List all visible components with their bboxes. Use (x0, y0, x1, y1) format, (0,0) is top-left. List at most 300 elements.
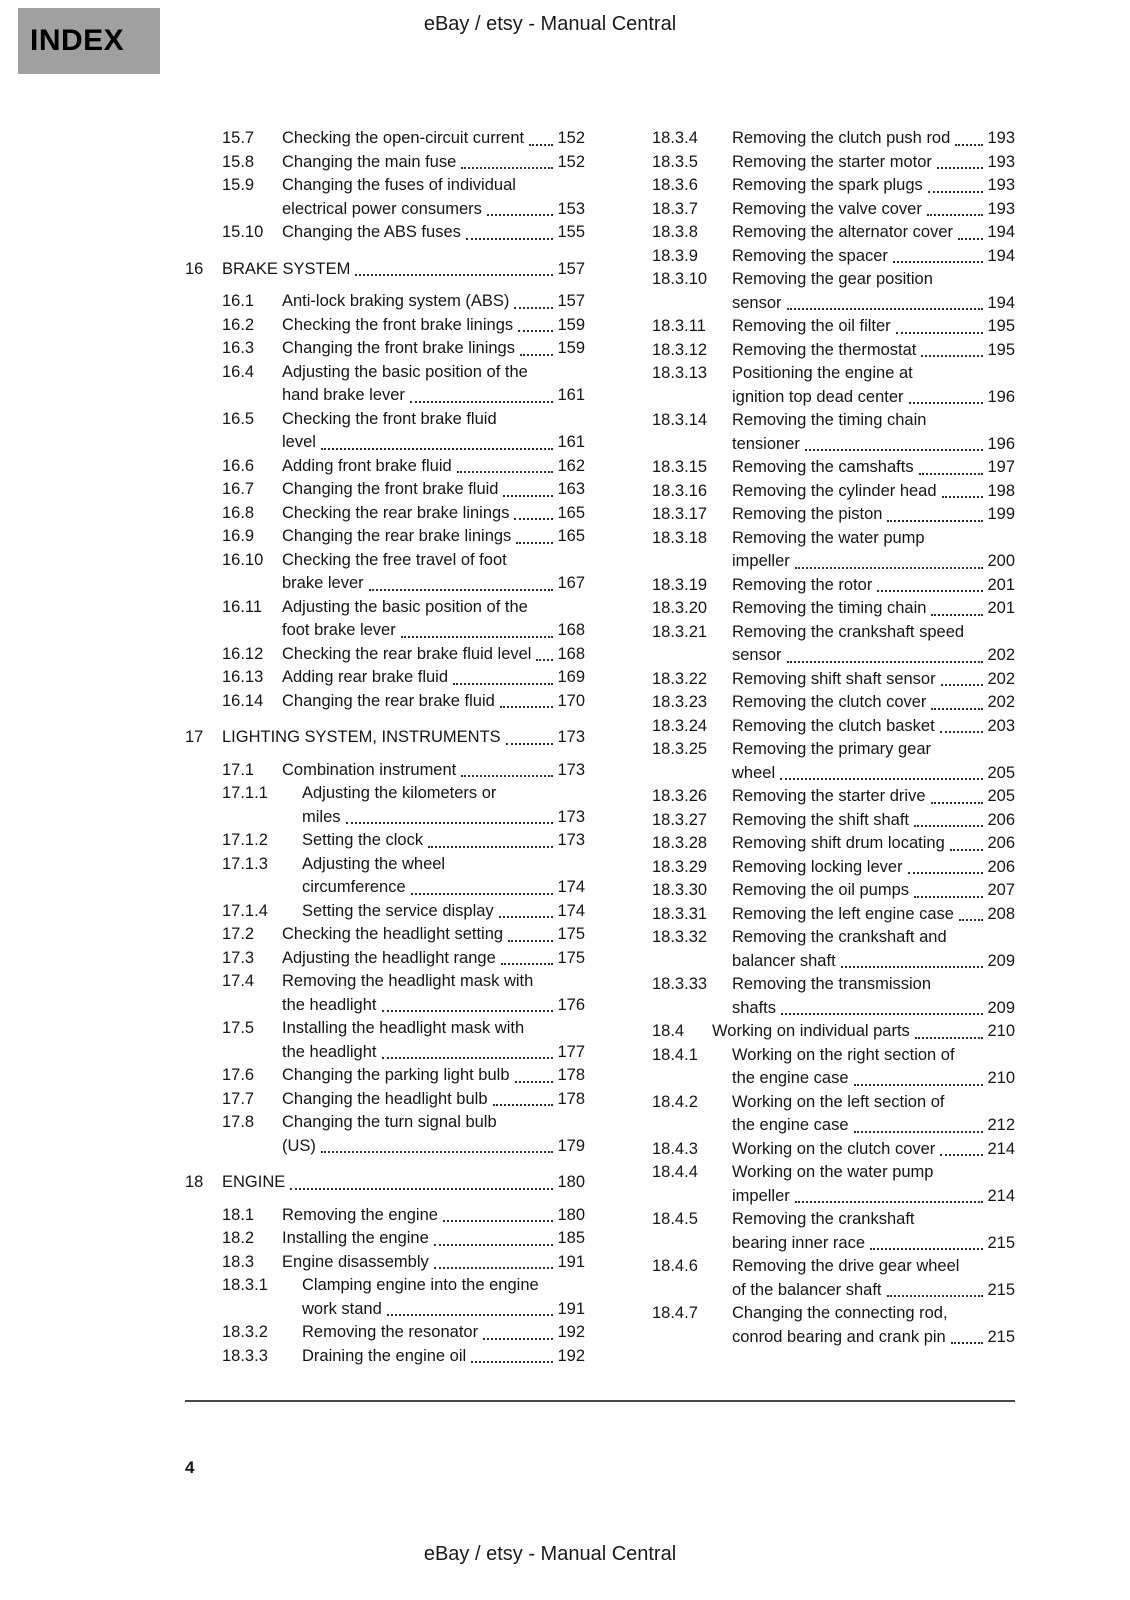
toc-entry-line (732, 127, 1015, 151)
page-number: 4 (185, 1458, 195, 1477)
leader-dots (931, 785, 984, 804)
toc-entry-title: brake lever (282, 574, 364, 592)
toc-entry-number: 18.3.22 (652, 669, 708, 688)
toc-entry-body (712, 1020, 1015, 1044)
toc-entry-body (282, 643, 585, 667)
toc-entry-line (282, 1041, 585, 1065)
toc-entry-line (732, 668, 1015, 692)
toc-entry-title: tensioner (732, 434, 800, 453)
toc-entry-number: 18.4.1 (652, 1045, 698, 1064)
toc-entry-page: 161 (557, 433, 585, 451)
toc-entry-number: 15.7 (222, 129, 255, 147)
toc-entry (222, 900, 585, 924)
toc-entry-line (282, 619, 585, 643)
toc-entry-line (282, 1017, 585, 1041)
leader-dots (471, 1345, 553, 1364)
leader-dots (909, 386, 984, 405)
toc-entry-number: 17.4 (222, 972, 255, 990)
toc-entry-number: 17.7 (222, 1089, 255, 1108)
toc-entry-line (732, 785, 1015, 809)
toc-entry-body (282, 361, 585, 408)
toc-entry-title: Adjusting the basic position of the (282, 362, 528, 381)
toc-entry (652, 668, 1015, 692)
toc-entry-number: 18.3.5 (652, 152, 698, 171)
toc-entry-title: Combination instrument (282, 760, 457, 779)
toc-entry-title: Setting the service display (302, 901, 494, 920)
toc-entry (652, 1091, 1015, 1138)
toc-entry-number: 17 (185, 728, 204, 746)
toc-entry-page: 215 (987, 1327, 1015, 1346)
toc-entry-line (732, 198, 1015, 222)
toc-entry-line (282, 337, 585, 361)
toc-entry (222, 525, 585, 549)
toc-entry (222, 502, 585, 526)
leader-dots (461, 151, 553, 170)
toc-entry-title: (US) (282, 1136, 316, 1155)
toc-entry-title: ignition top dead center (732, 387, 904, 406)
toc-entry-page: 195 (987, 340, 1015, 359)
toc-entry-page: 176 (557, 995, 585, 1014)
toc-entry-number: 17.2 (222, 925, 255, 943)
leader-dots (518, 314, 553, 333)
toc-entry-line (732, 856, 1015, 880)
toc-entry-title: ENGINE (222, 1173, 286, 1191)
toc-entry (185, 726, 585, 750)
toc-entry-page: 206 (987, 857, 1015, 876)
leader-dots (466, 221, 554, 240)
toc-entry-line (732, 409, 1015, 433)
table-of-contents (185, 127, 1015, 1368)
toc-entry-page: 178 (557, 1066, 585, 1084)
toc-entry-body (282, 174, 585, 221)
toc-entry-number: 18.3.16 (652, 481, 708, 500)
toc-entry-number: 16.11 (222, 597, 263, 616)
leader-dots (854, 1114, 984, 1133)
toc-entry-line (282, 1227, 585, 1251)
toc-entry-page: 212 (987, 1116, 1015, 1134)
toc-entry-body (282, 408, 585, 455)
toc-entry-page: 173 (557, 760, 585, 779)
toc-entry-title: hand brake lever (282, 386, 405, 404)
toc-entry-line (732, 221, 1015, 245)
toc-entry-line (302, 853, 585, 877)
toc-entry-number: 18.3.28 (652, 834, 708, 852)
toc-entry-number: 18.3.29 (652, 857, 708, 876)
toc-entry (222, 1204, 585, 1228)
toc-entry-line (282, 690, 585, 714)
leader-dots (461, 759, 553, 778)
toc-entry-title: the engine case (732, 1069, 849, 1087)
toc-entry-page: 175 (557, 925, 585, 943)
toc-entry (222, 549, 585, 596)
toc-entry-body (282, 596, 585, 643)
toc-entry-title: of the balancer shaft (732, 1280, 882, 1299)
toc-entry-line (732, 151, 1015, 175)
toc-entry-line (732, 174, 1015, 198)
toc-entry-line (222, 258, 585, 282)
toc-entry-number: 18.3.1 (222, 1276, 268, 1294)
toc-entry-number: 15.9 (222, 176, 255, 194)
toc-entry-line (302, 1298, 585, 1322)
footer-divider (185, 1400, 1015, 1402)
toc-entry-body (282, 314, 585, 338)
toc-entry (222, 853, 585, 900)
leader-dots (787, 644, 984, 663)
toc-entry (222, 666, 585, 690)
toc-entry-line (282, 1088, 585, 1112)
toc-entry-line (282, 174, 585, 198)
toc-entry-number: 17.3 (222, 948, 255, 967)
toc-entry-body (282, 290, 585, 314)
toc-entry-title: Changing the fuses of individual (282, 176, 516, 194)
leader-dots (927, 198, 984, 217)
toc-entry-title: Working on the left section of (732, 1092, 945, 1111)
toc-entry (652, 597, 1015, 621)
toc-entry-page: 197 (987, 458, 1015, 476)
toc-entry-number: 16.3 (222, 339, 255, 357)
toc-entry-body (732, 1044, 1015, 1091)
toc-entry-title: Adjusting the wheel (302, 854, 446, 873)
toc-entry-number: 18.2 (222, 1229, 255, 1247)
toc-entry-number: 18.3.20 (652, 599, 708, 617)
toc-entry-number: 18.3.3 (222, 1346, 268, 1365)
toc-entry-body (732, 1302, 1015, 1349)
toc-entry-title: Working on the right section of (732, 1045, 955, 1064)
toc-entry-title: Checking the free travel of foot (282, 550, 507, 569)
toc-entry-line (732, 386, 1015, 410)
toc-entry-page: 185 (557, 1229, 585, 1247)
toc-entry-title: conrod bearing and crank pin (732, 1327, 946, 1346)
toc-entry-title: Removing the spacer (732, 246, 888, 265)
toc-entry-number: 18.4.3 (652, 1139, 698, 1158)
toc-entry (222, 337, 585, 361)
toc-entry-page: 178 (557, 1089, 585, 1108)
toc-entry-title: Checking the headlight setting (282, 925, 504, 943)
toc-entry (185, 1171, 585, 1195)
toc-entry (222, 643, 585, 667)
toc-entry-line (732, 879, 1015, 903)
toc-entry-body (282, 1111, 585, 1158)
toc-entry-line (732, 809, 1015, 833)
leader-dots (499, 900, 554, 919)
toc-entry (652, 221, 1015, 245)
toc-entry-number: 18.3.31 (652, 904, 708, 923)
toc-entry (222, 947, 585, 971)
toc-entry-title: Changing the headlight bulb (282, 1089, 488, 1108)
toc-entry (652, 503, 1015, 527)
toc-entry-title: impeller (732, 1186, 790, 1205)
toc-entry-number: 18.4.4 (652, 1163, 698, 1181)
toc-entry-body (732, 151, 1015, 175)
toc-entry-number: 17.5 (222, 1019, 255, 1037)
toc-entry (652, 315, 1015, 339)
toc-entry-number: 16.1 (222, 292, 255, 310)
toc-entry (652, 574, 1015, 598)
toc-entry-line (302, 1345, 585, 1369)
leader-dots (487, 198, 554, 217)
toc-entry-number: 18.3.18 (652, 528, 708, 547)
toc-entry (222, 1064, 585, 1088)
toc-entry-title: the engine case (732, 1116, 849, 1134)
toc-entry-number: 18 (185, 1173, 204, 1191)
toc-entry-line (302, 806, 585, 830)
toc-entry-line (302, 829, 585, 853)
leader-dots (795, 1185, 984, 1204)
toc-entry-line (732, 1185, 1015, 1209)
toc-entry-title: Removing the valve cover (732, 199, 922, 218)
toc-entry-body (732, 268, 1015, 315)
toc-entry-line (732, 1232, 1015, 1256)
toc-entry-line (712, 1020, 1015, 1044)
leader-dots (958, 221, 983, 240)
toc-entry (222, 408, 585, 455)
toc-entry-line (732, 503, 1015, 527)
toc-entry-page: 168 (557, 644, 585, 663)
toc-entry-title: electrical power consumers (282, 199, 482, 218)
toc-entry-page: 201 (987, 599, 1015, 617)
toc-entry-title: Engine disassembly (282, 1252, 429, 1271)
toc-entry (652, 198, 1015, 222)
toc-entry-title: Removing the primary gear (732, 740, 931, 758)
toc-entry (652, 856, 1015, 880)
toc-entry-number: 17.1.2 (222, 831, 268, 849)
toc-entry-page: 203 (987, 716, 1015, 735)
toc-entry-page: 202 (987, 669, 1015, 688)
toc-entry-line (282, 408, 585, 432)
toc-entry (222, 314, 585, 338)
toc-entry-title: sensor (732, 646, 782, 664)
toc-entry-number: 18.3.9 (652, 246, 698, 265)
toc-entry-body (732, 315, 1015, 339)
toc-entry-title: Anti-lock braking system (ABS) (282, 292, 510, 310)
toc-entry-title: circumference (302, 878, 406, 896)
toc-entry (652, 1161, 1015, 1208)
leader-dots (795, 550, 984, 569)
toc-entry-number: 18.3.7 (652, 199, 698, 218)
toc-entry-body (732, 668, 1015, 692)
toc-entry-title: miles (302, 807, 341, 826)
leader-dots (928, 174, 984, 193)
leader-dots (382, 1041, 554, 1060)
footer-title: eBay / etsy - Manual Central (423, 1543, 677, 1565)
toc-entry-body (732, 1161, 1015, 1208)
toc-entry-page: 209 (987, 951, 1015, 970)
toc-entry-body (302, 782, 585, 829)
toc-entry-body (302, 1345, 585, 1369)
leader-dots (483, 1321, 553, 1340)
toc-entry-number: 18.4 (652, 1022, 685, 1040)
toc-entry-number: 18.3.33 (652, 975, 708, 993)
toc-entry-line (732, 715, 1015, 739)
toc-entry-number: 17.1.4 (222, 901, 268, 920)
toc-entry (652, 1138, 1015, 1162)
toc-entry-body (282, 455, 585, 479)
toc-entry-title: Removing the crankshaft speed (732, 622, 965, 641)
toc-entry (652, 973, 1015, 1020)
toc-entry-line (732, 950, 1015, 974)
toc-entry-line (282, 431, 585, 455)
toc-entry-body (732, 409, 1015, 456)
toc-entry-line (732, 245, 1015, 269)
toc-entry-page: 210 (987, 1069, 1015, 1087)
toc-entry-title: Removing the thermostat (732, 340, 917, 359)
toc-column-left (185, 127, 585, 1368)
toc-entry-page: 194 (987, 293, 1015, 312)
leader-dots (321, 431, 554, 450)
leader-dots (914, 879, 983, 898)
toc-entry-title: bearing inner race (732, 1233, 865, 1252)
toc-entry-page: 207 (987, 881, 1015, 899)
toc-entry-line (282, 970, 585, 994)
toc-entry-title: Removing the drive gear wheel (732, 1257, 960, 1275)
toc-entry (652, 480, 1015, 504)
toc-entry-body (732, 127, 1015, 151)
leader-dots (529, 127, 553, 146)
toc-entry-page: 196 (987, 387, 1015, 406)
toc-entry (222, 596, 585, 643)
toc-entry-page: 152 (557, 129, 585, 147)
leader-dots (950, 832, 984, 851)
toc-entry-number: 16.12 (222, 644, 264, 663)
leader-dots (841, 950, 984, 969)
toc-entry-line (732, 997, 1015, 1021)
toc-entry-page: 206 (987, 810, 1015, 829)
toc-entry-title: sensor (732, 293, 782, 312)
toc-entry-body (732, 903, 1015, 927)
toc-entry-title: Removing the water pump (732, 528, 925, 547)
toc-entry-title: Changing the connecting rod, (732, 1304, 948, 1322)
toc-entry (222, 455, 585, 479)
toc-entry-number: 16.9 (222, 527, 255, 545)
toc-entry (222, 221, 585, 245)
leader-dots (500, 690, 554, 709)
leader-dots (908, 856, 984, 875)
toc-entry-page: 198 (987, 481, 1015, 500)
toc-entry-line (282, 151, 585, 175)
toc-entry-body (732, 480, 1015, 504)
toc-entry-line (732, 339, 1015, 363)
toc-entry-line (732, 1302, 1015, 1326)
toc-entry-line (282, 1064, 585, 1088)
toc-entry-line (282, 947, 585, 971)
leader-dots (896, 315, 984, 334)
toc-entry-title: Changing the turn signal bulb (282, 1113, 497, 1131)
toc-entry-number: 18.1 (222, 1205, 255, 1224)
leader-dots (780, 762, 983, 781)
toc-entry-page: 165 (557, 503, 585, 522)
toc-entry-line (282, 596, 585, 620)
toc-entry-number: 18.3.25 (652, 740, 708, 758)
toc-entry-page: 201 (987, 575, 1015, 594)
toc-entry-page: 209 (987, 998, 1015, 1017)
toc-entry (222, 1227, 585, 1251)
toc-entry-number: 18.4.2 (652, 1092, 698, 1111)
toc-entry-line (732, 1161, 1015, 1185)
toc-entry-body (222, 258, 585, 282)
toc-entry-line (282, 221, 585, 245)
toc-entry-body (282, 1017, 585, 1064)
leader-dots (506, 726, 554, 745)
toc-entry-number: 17.1 (222, 760, 255, 779)
toc-entry-title: Positioning the engine at (732, 364, 913, 382)
toc-entry (222, 290, 585, 314)
toc-entry (652, 691, 1015, 715)
toc-entry-page: 193 (987, 199, 1015, 218)
toc-entry-page: 165 (557, 527, 585, 545)
toc-entry-title: Removing the crankshaft and (732, 928, 947, 946)
toc-entry-line (282, 502, 585, 526)
toc-entry-line (732, 456, 1015, 480)
toc-entry-body (302, 900, 585, 924)
toc-entry-body (282, 1227, 585, 1251)
leader-dots (921, 339, 983, 358)
toc-entry-page: 210 (987, 1022, 1015, 1040)
leader-dots (401, 619, 554, 638)
toc-entry-line (732, 926, 1015, 950)
toc-entry-line (732, 433, 1015, 457)
toc-entry-title: Removing the clutch push rod (732, 129, 951, 147)
toc-entry-page: 191 (557, 1252, 585, 1271)
toc-entry-number: 18.3.11 (652, 317, 706, 335)
toc-entry-title: the headlight (282, 995, 377, 1014)
toc-entry-number: 18.3.4 (652, 129, 698, 147)
toc-entry-body (732, 1255, 1015, 1302)
toc-entry-body (732, 621, 1015, 668)
toc-entry-body (732, 198, 1015, 222)
toc-entry (652, 339, 1015, 363)
toc-entry-title: Checking the front brake fluid (282, 409, 497, 428)
toc-entry-number: 18.3.23 (652, 693, 708, 711)
toc-entry-body (282, 502, 585, 526)
toc-entry-title: Changing the parking light bulb (282, 1066, 510, 1084)
toc-entry-page: 173 (557, 831, 585, 849)
toc-entry-line (282, 478, 585, 502)
leader-dots (514, 290, 553, 309)
leader-dots (501, 947, 554, 966)
toc-entry-title: Removing the timing chain (732, 599, 927, 617)
toc-entry-line (732, 1044, 1015, 1068)
toc-entry-number: 18.4.7 (652, 1304, 698, 1322)
leader-dots (457, 455, 554, 474)
toc-entry-body (282, 525, 585, 549)
toc-entry-page: 161 (557, 386, 585, 404)
toc-entry-body (282, 947, 585, 971)
toc-entry-line (302, 876, 585, 900)
toc-entry-body (732, 879, 1015, 903)
toc-entry-title: Setting the clock (302, 831, 424, 849)
toc-entry-line (282, 759, 585, 783)
toc-entry-title: Changing the main fuse (282, 152, 457, 171)
toc-entry-line (732, 762, 1015, 786)
toc-entry (222, 174, 585, 221)
toc-entry-number: 16.5 (222, 409, 255, 428)
toc-entry-title: Removing the camshafts (732, 458, 914, 476)
toc-entry-title: foot brake lever (282, 621, 396, 639)
toc-entry-title: work stand (302, 1299, 382, 1318)
toc-entry (222, 829, 585, 853)
toc-entry-line (732, 480, 1015, 504)
toc-entry-body (282, 1204, 585, 1228)
toc-entry-line (732, 550, 1015, 574)
leader-dots (877, 574, 983, 593)
toc-entry-line (732, 1138, 1015, 1162)
leader-dots (805, 433, 984, 452)
toc-entry-line (282, 1111, 585, 1135)
toc-entry-title: Checking the rear brake linings (282, 503, 510, 522)
leader-dots (959, 903, 984, 922)
toc-entry-page: 162 (557, 456, 585, 475)
toc-entry-line (732, 1091, 1015, 1115)
